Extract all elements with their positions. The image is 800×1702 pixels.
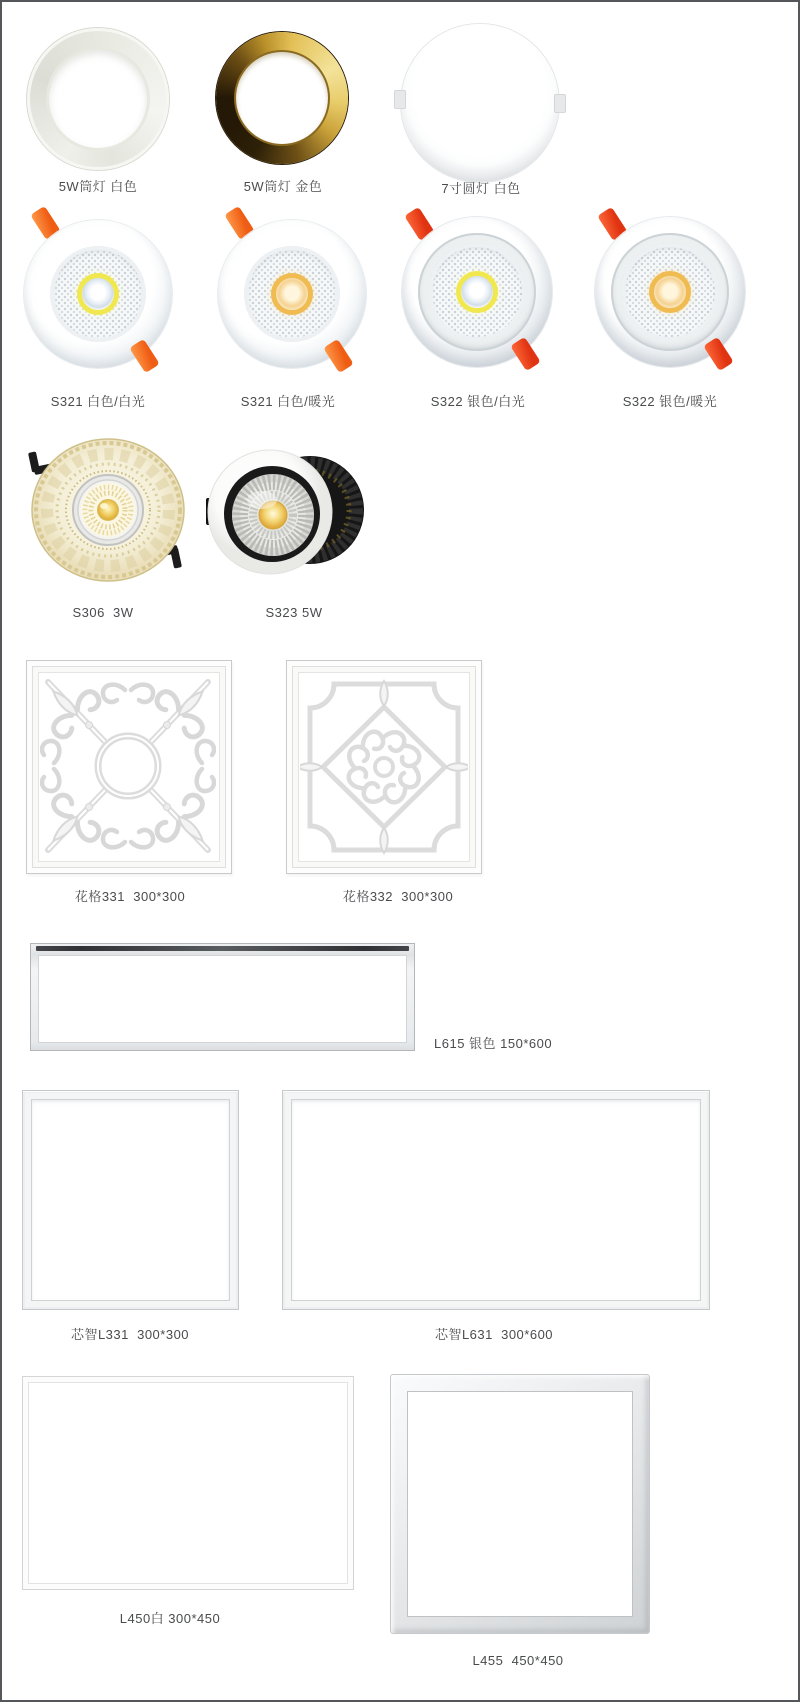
product-photo-s321-white-warm [217,208,367,378]
downlight-reflector [50,246,146,342]
product-label-s321-warm: S321 白色/暖光 [240,394,336,409]
product-photo-l450-panel [22,1376,354,1590]
downlight-body [24,220,172,368]
product-photo-s321-white-cool [23,208,173,378]
gold-trim-ring [216,32,348,164]
antique-downlight-graphic [24,436,188,586]
downlight-body [218,220,366,368]
product-label-grille-332: 花格332 300*300 [342,889,454,904]
product-label-round-panel: 7寸圆灯 白色 [441,181,521,196]
product-label-s323: S323 5W [265,605,323,620]
product-photo-trim-ring-gold [216,32,348,164]
mount-clip [510,337,541,371]
cob-downlight-graphic [206,448,366,584]
product-photo-s323-cob [206,448,366,584]
panel-top-edge [36,946,409,951]
product-label-l450: L450白 300*450 [119,1611,221,1626]
product-photo-grille-332 [286,660,482,874]
panel-diffuser [38,955,407,1043]
downlight-reflector [428,243,526,341]
product-label-l455: L455 450*450 [472,1653,564,1668]
product-label-trim-ring-gold: 5W筒灯 金色 [243,179,323,194]
product-photo-xz-l631-panel [282,1090,710,1310]
product-photo-l455-panel [390,1374,650,1634]
led-chip [271,273,313,315]
panel-diffuser [28,1382,348,1584]
panel-diffuser [31,1099,230,1301]
downlight-reflector [244,246,340,342]
round-panel-face [401,24,559,182]
product-label-s322-warm: S322 银色/暖光 [622,394,718,409]
grille-332-pattern [300,674,468,860]
mount-clip [323,339,354,373]
product-label-trim-ring-white: 5W筒灯 白色 [58,179,138,194]
product-photo-xz-l331-panel [22,1090,239,1310]
mount-clip [394,90,406,109]
product-photo-trim-ring-white [27,28,169,170]
product-photo-s306-antique [24,436,188,586]
product-photo-round-panel-7in [401,24,559,182]
product-photo-grille-331 [26,660,232,874]
mount-clip [703,337,734,371]
panel-diffuser [291,1099,701,1301]
product-label-xz-l631: 芯智L631 300*600 [434,1327,554,1342]
product-label-s322-cool: S322 银色/白光 [430,394,526,409]
product-photo-s322-silver-cool [401,207,553,377]
white-trim-ring [27,28,169,170]
product-label-l615: L615 银色 150*600 [434,1036,553,1051]
downlight-reflector [621,243,719,341]
product-label-s306: S306 3W [72,605,134,620]
ring-hole [236,52,328,144]
ring-hole [49,50,147,148]
product-label-xz-l331: 芯智L331 300*300 [70,1327,190,1342]
led-chip [77,273,119,315]
grille-331-pattern [40,674,216,858]
product-label-grille-331: 花格331 300*300 [74,889,186,904]
mount-clip [554,94,566,113]
panel-diffuser [407,1391,633,1617]
product-label-s321-cool: S321 白色/白光 [50,394,146,409]
led-chip [456,271,498,313]
mount-clip [129,339,160,373]
product-photo-s322-silver-warm [594,207,746,377]
led-chip [649,271,691,313]
product-photo-l615-panel [30,943,415,1051]
